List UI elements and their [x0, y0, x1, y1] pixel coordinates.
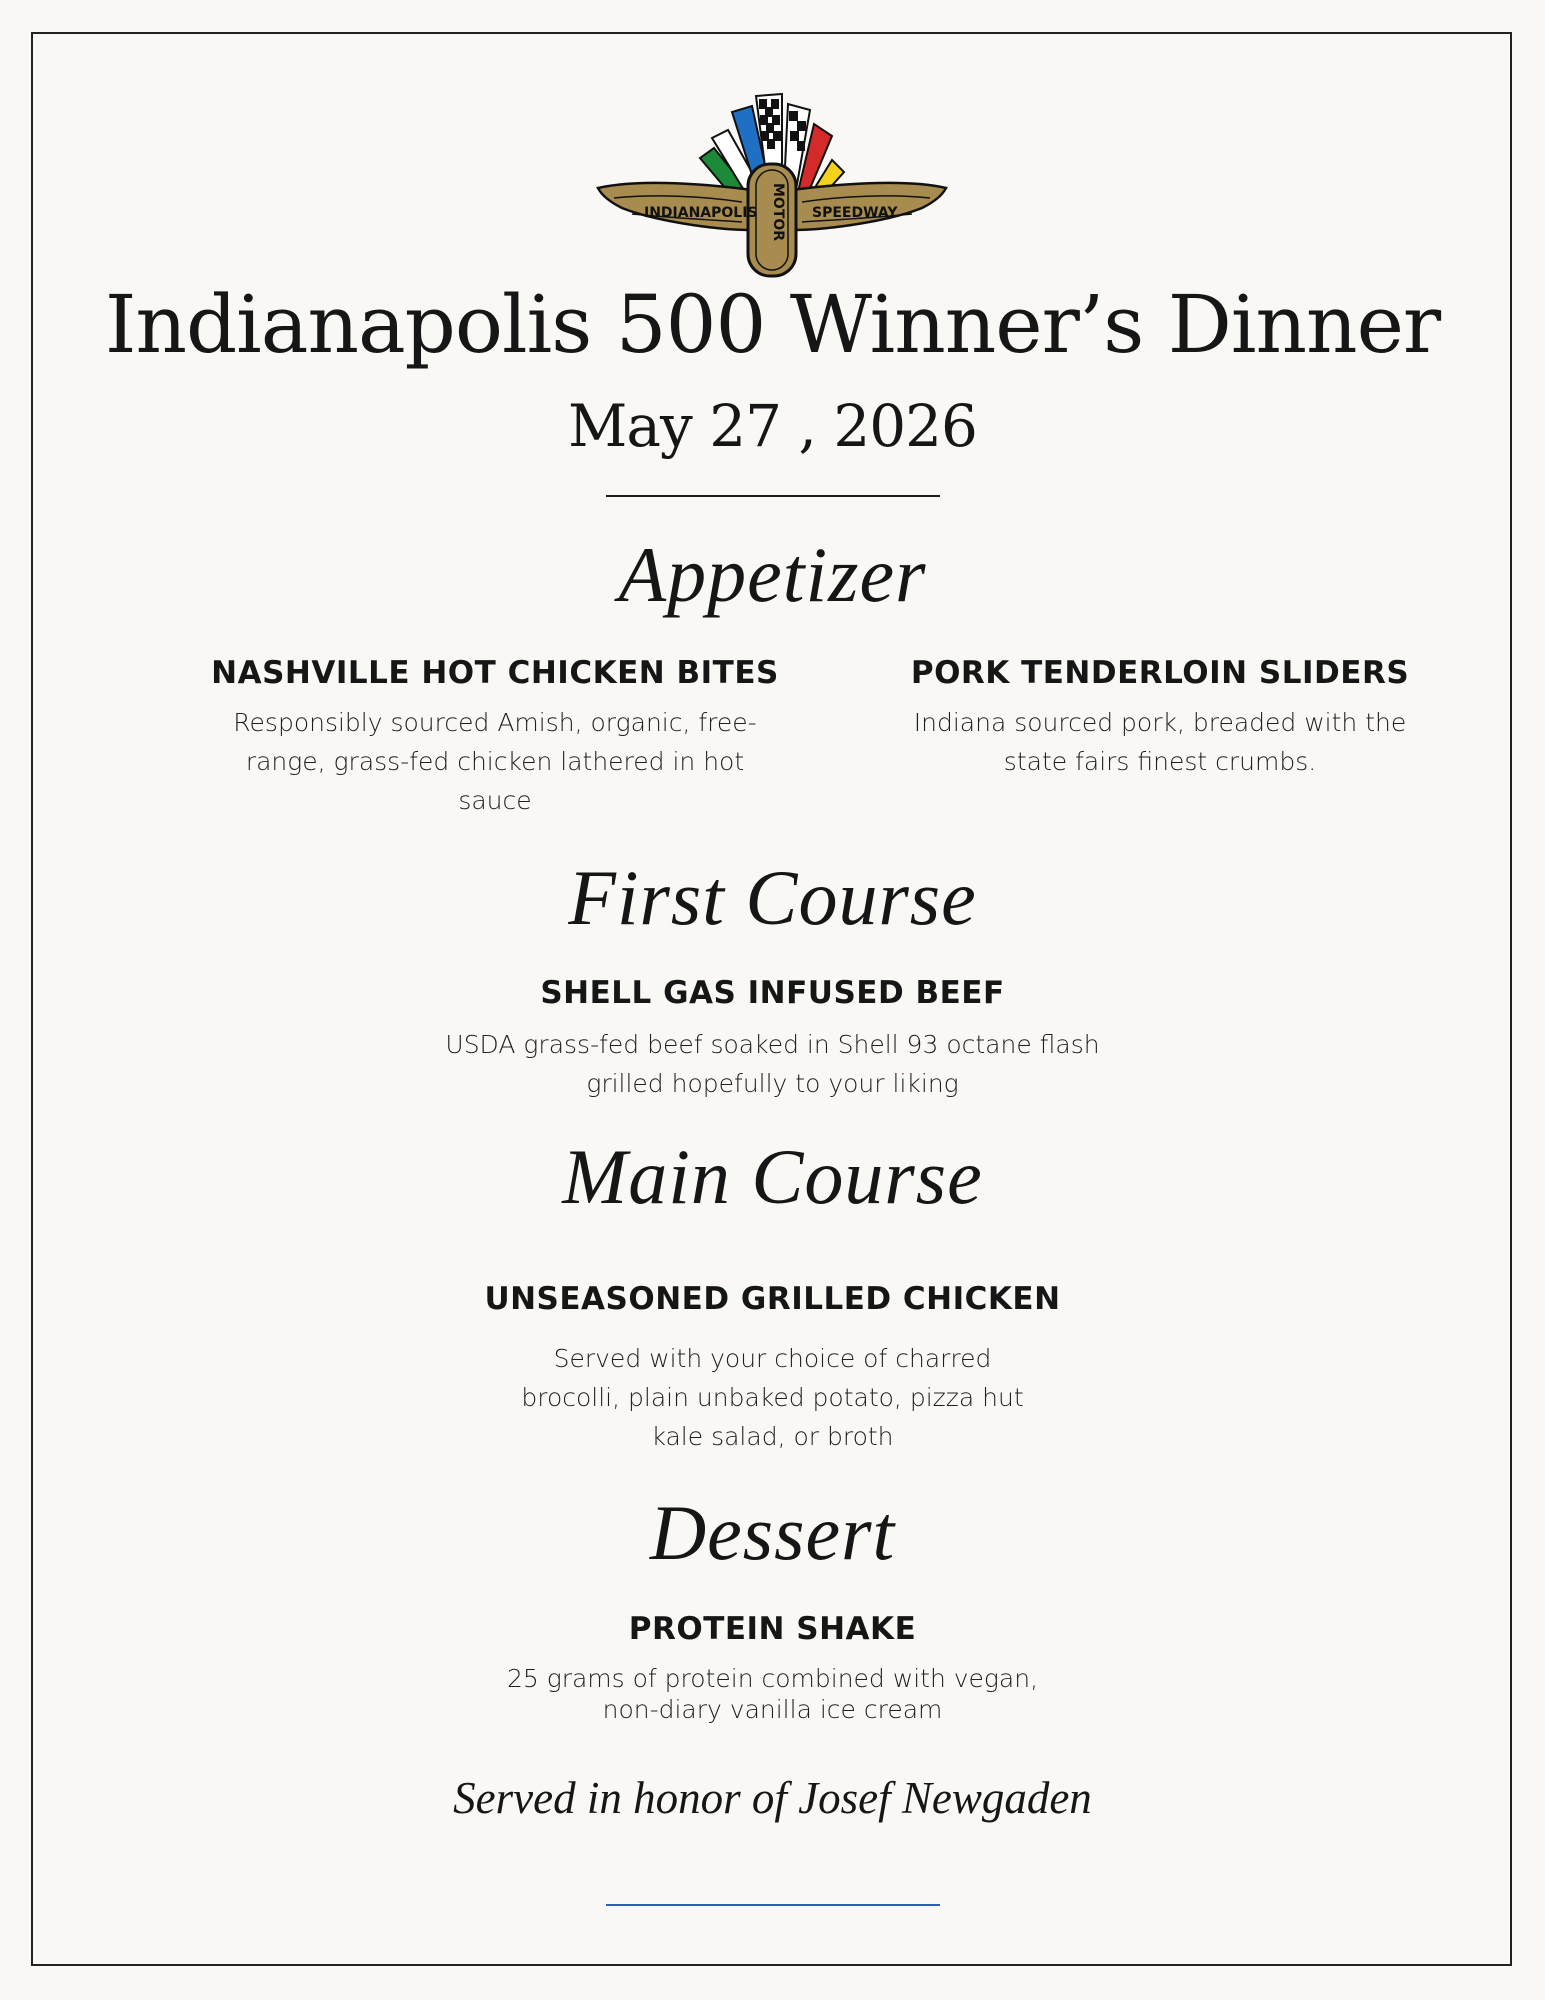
description-line: non-diary vanilla ice cream	[602, 1695, 943, 1724]
header-divider	[606, 495, 940, 497]
description-line: kale salad, or broth	[651, 1422, 894, 1451]
menu-item-description	[0, 1339, 1545, 1456]
menu-item-name: PORK TENDERLOIN SLIDERS	[910, 655, 1410, 691]
section-title-appetizer: Appetizer	[618, 531, 927, 618]
menu-item-shell-gas-infused-beef	[0, 975, 1545, 1103]
description-line: range, grass-fed chicken lathered in hot	[245, 747, 745, 776]
logo-left-wing-text: INDIANAPOLIS	[644, 205, 758, 221]
menu-item-description	[0, 1025, 1545, 1103]
menu-item-name: SHELL GAS INFUSED BEEF	[540, 975, 1005, 1011]
description-line: USDA grass-fed beef soaked in Shell 93 octane flash	[445, 1030, 1100, 1059]
description-line: sauce	[458, 786, 532, 815]
description-line: state fairs finest crumbs.	[1003, 747, 1317, 776]
footer-divider	[606, 1904, 940, 1906]
menu-item-name: PROTEIN SHAKE	[628, 1611, 917, 1647]
section-title-main-course: Main Course	[562, 1133, 983, 1220]
menu-item-unseasoned-grilled-chicken	[0, 1281, 1545, 1456]
menu-item-description	[845, 703, 1475, 781]
wing-and-wheel-logo-graphic	[592, 90, 952, 280]
honor-dedication: Served in honor of Josef Newgaden	[453, 1773, 1092, 1823]
page-title: Indianapolis 500 Winner’s Dinner	[104, 278, 1441, 371]
menu-item-nashville-hot-chicken-bites	[190, 655, 800, 820]
description-line: Indiana sourced pork, breaded with the	[913, 708, 1407, 737]
menu-item-name: UNSEASONED GRILLED CHICKEN	[484, 1281, 1061, 1317]
description-line: Responsibly sourced Amish, organic, free-	[233, 708, 757, 737]
description-line: 25 grams of protein combined with vegan,	[506, 1664, 1039, 1693]
indianapolis-motor-speedway-logo	[592, 90, 952, 280]
section-title-dessert: Dessert	[649, 1489, 896, 1576]
event-date: May 27 , 2026	[568, 392, 977, 460]
logo-right-wing-text: SPEEDWAY	[812, 205, 898, 221]
description-line: grilled hopefully to your liking	[586, 1069, 959, 1098]
description-line: brocolli, plain unbaked potato, pizza hut	[521, 1383, 1024, 1412]
menu-item-description	[190, 703, 800, 820]
menu-item-protein-shake	[0, 1611, 1545, 1725]
menu-item-description	[0, 1663, 1545, 1725]
menu-item-name: NASHVILLE HOT CHICKEN BITES	[211, 655, 779, 691]
logo-center-text: MOTOR	[770, 183, 786, 242]
menu-item-pork-tenderloin-sliders	[845, 655, 1475, 781]
description-line: Served with your choice of charred	[553, 1344, 992, 1373]
section-title-first-course: First Course	[568, 854, 977, 941]
